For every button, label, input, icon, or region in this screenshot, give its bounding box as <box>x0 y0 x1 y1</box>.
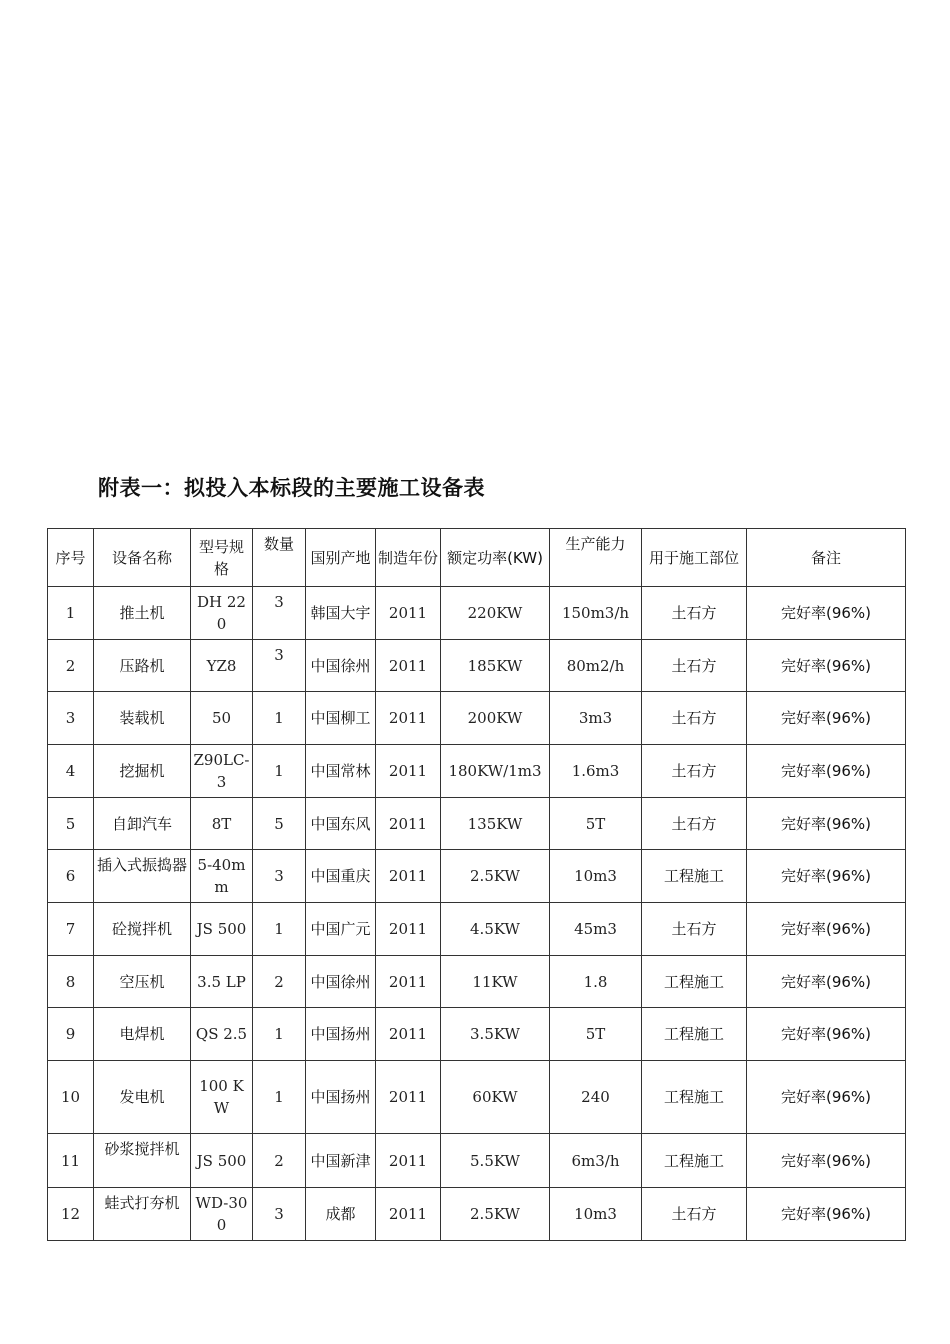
table-row <box>48 850 906 903</box>
cell-usage: 土石方 <box>642 1188 747 1241</box>
cell-usage: 土石方 <box>642 692 747 745</box>
cell-qty: 1 <box>253 903 306 956</box>
cell-remark: 完好率(96%) <box>747 692 906 745</box>
cell-capacity: 5T <box>550 798 642 850</box>
cell-year: 2011 <box>376 798 441 850</box>
table-row <box>48 745 906 798</box>
cell-qty: 1 <box>253 745 306 798</box>
cell-capacity: 10m3 <box>550 1188 642 1241</box>
cell-index: 6 <box>48 850 94 903</box>
cell-model: JS 500 <box>191 1134 253 1188</box>
cell-year: 2011 <box>376 903 441 956</box>
cell-name: 电焊机 <box>94 1008 191 1061</box>
table-row <box>48 1134 906 1188</box>
cell-power: 60KW <box>441 1061 550 1134</box>
cell-year: 2011 <box>376 1188 441 1241</box>
cell-index: 2 <box>48 640 94 692</box>
header-power: 额定功率(KW) <box>441 529 550 587</box>
table-row <box>48 956 906 1008</box>
cell-remark: 完好率(96%) <box>747 1188 906 1241</box>
cell-year: 2011 <box>376 692 441 745</box>
cell-capacity: 5T <box>550 1008 642 1061</box>
cell-model: JS 500 <box>191 903 253 956</box>
cell-usage: 工程施工 <box>642 1134 747 1188</box>
cell-index: 10 <box>48 1061 94 1134</box>
cell-capacity: 80m2/h <box>550 640 642 692</box>
cell-usage: 工程施工 <box>642 1061 747 1134</box>
cell-origin: 中国徐州 <box>306 640 376 692</box>
cell-origin: 中国新津 <box>306 1134 376 1188</box>
cell-model: WD-300 <box>191 1188 253 1241</box>
cell-model: 100 KW <box>191 1061 253 1134</box>
table-row <box>48 798 906 850</box>
cell-index: 8 <box>48 956 94 1008</box>
cell-index: 4 <box>48 745 94 798</box>
cell-model: 50 <box>191 692 253 745</box>
cell-name: 砂浆搅拌机 <box>94 1134 191 1188</box>
cell-remark: 完好率(96%) <box>747 1134 906 1188</box>
cell-year: 2011 <box>376 587 441 640</box>
cell-index: 5 <box>48 798 94 850</box>
cell-power: 3.5KW <box>441 1008 550 1061</box>
table-row <box>48 587 906 640</box>
cell-remark: 完好率(96%) <box>747 850 906 903</box>
cell-usage: 土石方 <box>642 798 747 850</box>
cell-power: 5.5KW <box>441 1134 550 1188</box>
cell-power: 180KW/1m3 <box>441 745 550 798</box>
header-remark: 备注 <box>747 529 906 587</box>
cell-power: 135KW <box>441 798 550 850</box>
cell-model: DH 220 <box>191 587 253 640</box>
cell-name: 插入式振捣器 <box>94 850 191 903</box>
cell-year: 2011 <box>376 1134 441 1188</box>
cell-year: 2011 <box>376 956 441 1008</box>
cell-model: 8T <box>191 798 253 850</box>
cell-origin: 中国重庆 <box>306 850 376 903</box>
cell-qty: 2 <box>253 956 306 1008</box>
cell-capacity: 150m3/h <box>550 587 642 640</box>
header-year: 制造年份 <box>376 529 441 587</box>
cell-remark: 完好率(96%) <box>747 956 906 1008</box>
table-header-row <box>48 529 906 587</box>
cell-capacity: 240 <box>550 1061 642 1134</box>
cell-year: 2011 <box>376 850 441 903</box>
cell-usage: 土石方 <box>642 745 747 798</box>
cell-power: 2.5KW <box>441 850 550 903</box>
cell-year: 2011 <box>376 1061 441 1134</box>
cell-model: Z90LC-3 <box>191 745 253 798</box>
cell-capacity: 45m3 <box>550 903 642 956</box>
header-origin: 国别产地 <box>306 529 376 587</box>
header-index: 序号 <box>48 529 94 587</box>
cell-usage: 土石方 <box>642 903 747 956</box>
cell-power: 220KW <box>441 587 550 640</box>
equipment-table <box>47 528 906 1241</box>
table-row <box>48 692 906 745</box>
cell-index: 3 <box>48 692 94 745</box>
document-title: 附表一：拟投入本标段的主要施工设备表 <box>98 476 485 500</box>
cell-origin: 韩国大宇 <box>306 587 376 640</box>
cell-remark: 完好率(96%) <box>747 587 906 640</box>
cell-qty: 3 <box>253 640 306 692</box>
cell-name: 发电机 <box>94 1061 191 1134</box>
cell-index: 9 <box>48 1008 94 1061</box>
header-capacity: 生产能力 <box>550 529 642 587</box>
cell-remark: 完好率(96%) <box>747 798 906 850</box>
cell-origin: 中国扬州 <box>306 1061 376 1134</box>
cell-origin: 中国徐州 <box>306 956 376 1008</box>
cell-usage: 工程施工 <box>642 956 747 1008</box>
cell-model: YZ8 <box>191 640 253 692</box>
cell-capacity: 1.6m3 <box>550 745 642 798</box>
cell-power: 2.5KW <box>441 1188 550 1241</box>
header-name: 设备名称 <box>94 529 191 587</box>
cell-name: 砼搅拌机 <box>94 903 191 956</box>
cell-qty: 2 <box>253 1134 306 1188</box>
cell-capacity: 1.8 <box>550 956 642 1008</box>
cell-name: 推土机 <box>94 587 191 640</box>
cell-power: 185KW <box>441 640 550 692</box>
cell-usage: 土石方 <box>642 587 747 640</box>
cell-name: 压路机 <box>94 640 191 692</box>
cell-remark: 完好率(96%) <box>747 1061 906 1134</box>
table-body <box>48 587 906 1241</box>
cell-qty: 1 <box>253 1061 306 1134</box>
cell-name: 挖掘机 <box>94 745 191 798</box>
cell-origin: 中国广元 <box>306 903 376 956</box>
cell-model: 3.5 LP <box>191 956 253 1008</box>
cell-power: 200KW <box>441 692 550 745</box>
cell-name: 自卸汽车 <box>94 798 191 850</box>
cell-origin: 中国扬州 <box>306 1008 376 1061</box>
cell-qty: 5 <box>253 798 306 850</box>
table-row <box>48 903 906 956</box>
table-row <box>48 1008 906 1061</box>
cell-qty: 3 <box>253 850 306 903</box>
cell-index: 1 <box>48 587 94 640</box>
header-usage: 用于施工部位 <box>642 529 747 587</box>
cell-model: QS 2.5 <box>191 1008 253 1061</box>
header-qty: 数量 <box>253 529 306 587</box>
table-row <box>48 1188 906 1241</box>
cell-qty: 3 <box>253 587 306 640</box>
header-model: 型号规格 <box>191 529 253 587</box>
cell-remark: 完好率(96%) <box>747 640 906 692</box>
cell-origin: 中国柳工 <box>306 692 376 745</box>
cell-capacity: 6m3/h <box>550 1134 642 1188</box>
cell-remark: 完好率(96%) <box>747 903 906 956</box>
cell-index: 11 <box>48 1134 94 1188</box>
cell-origin: 中国常林 <box>306 745 376 798</box>
cell-qty: 3 <box>253 1188 306 1241</box>
cell-model: 5-40mm <box>191 850 253 903</box>
cell-year: 2011 <box>376 745 441 798</box>
cell-index: 12 <box>48 1188 94 1241</box>
cell-usage: 土石方 <box>642 640 747 692</box>
cell-name: 蛙式打夯机 <box>94 1188 191 1241</box>
cell-capacity: 3m3 <box>550 692 642 745</box>
cell-name: 空压机 <box>94 956 191 1008</box>
cell-origin: 成都 <box>306 1188 376 1241</box>
cell-remark: 完好率(96%) <box>747 1008 906 1061</box>
cell-qty: 1 <box>253 1008 306 1061</box>
cell-power: 11KW <box>441 956 550 1008</box>
cell-index: 7 <box>48 903 94 956</box>
cell-capacity: 10m3 <box>550 850 642 903</box>
cell-remark: 完好率(96%) <box>747 745 906 798</box>
cell-year: 2011 <box>376 1008 441 1061</box>
cell-qty: 1 <box>253 692 306 745</box>
table-row <box>48 1061 906 1134</box>
cell-usage: 工程施工 <box>642 1008 747 1061</box>
table-row <box>48 640 906 692</box>
cell-power: 4.5KW <box>441 903 550 956</box>
cell-year: 2011 <box>376 640 441 692</box>
cell-usage: 工程施工 <box>642 850 747 903</box>
cell-name: 装载机 <box>94 692 191 745</box>
cell-origin: 中国东风 <box>306 798 376 850</box>
